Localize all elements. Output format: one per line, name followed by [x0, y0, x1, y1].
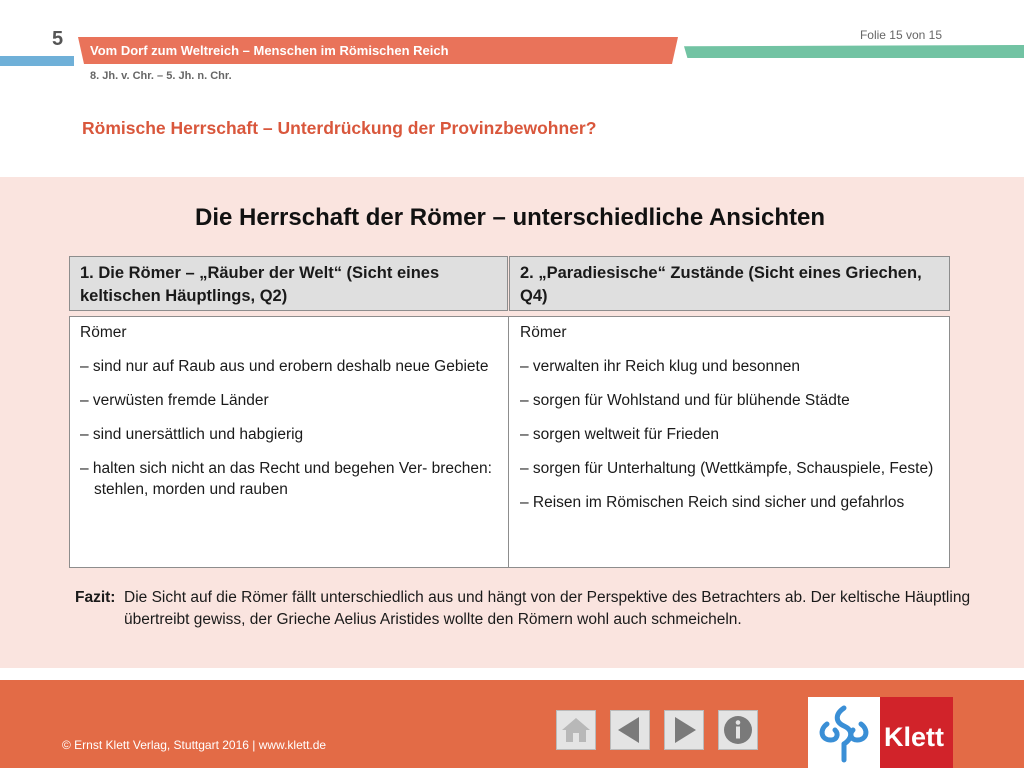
column-heading-greek: 2. „Paradiesische“ Zustände (Sicht eines Griechen, Q4) [509, 256, 950, 311]
column-divider [508, 316, 509, 568]
header-band-blue [0, 56, 74, 66]
list-item: – verwüsten fremde Länder [80, 392, 269, 409]
prev-slide-button[interactable] [610, 710, 650, 750]
header-title: Vom Dorf zum Weltreich – Menschen im Römischen Reich [90, 43, 449, 58]
chapter-number: 5 [52, 28, 64, 50]
list-item: – verwalten ihr Reich klug und besonnen [520, 358, 801, 375]
klett-logo-text: Klett [884, 722, 944, 752]
conclusion [75, 587, 975, 631]
conclusion-text: Die Sicht auf die Römer fällt unterschiedlich aus und hängt von der Perspektive des Betrachters ab. Der keltische Häuptling übertreibt gewiss, der Grieche Aelius Aristides wollte den Römern wohl auch schmeicheln. [124, 589, 971, 628]
footer-gap [0, 668, 1024, 680]
column-greek [520, 322, 940, 526]
list-item: – sind nur auf Raub aus und erobern deshalb neue Gebiete [80, 358, 489, 375]
column-celtic [80, 322, 500, 513]
header-band-green [684, 45, 1024, 58]
column-lead: Römer [520, 324, 567, 341]
conclusion-label: Fazit: [75, 589, 116, 606]
info-button[interactable] [718, 710, 758, 750]
list-item: – Reisen im Römischen Reich sind sicher und gefahrlos [520, 494, 905, 511]
column-lead: Römer [80, 324, 127, 341]
list-item: – sind unersättlich und habgierig [80, 426, 304, 443]
list-item: – sorgen für Wohlstand und für blühende Städte [520, 392, 850, 409]
list-item: – sorgen weltweit für Frieden [520, 426, 720, 443]
next-slide-button[interactable] [664, 710, 704, 750]
next-arrow-icon [665, 711, 703, 749]
copyright: © Ernst Klett Verlag, Stuttgart 2016 | www.klett.de [62, 738, 327, 752]
page-title: Die Herrschaft der Römer – unterschiedliche Ansichten [195, 204, 825, 231]
prev-arrow-icon [611, 711, 649, 749]
column-heading-celtic: 1. Die Römer – „Räuber der Welt“ (Sicht eines keltischen Häuptlings, Q2) [69, 256, 508, 311]
list-item: – sorgen für Unterhaltung (Wettkämpfe, Schauspiele, Feste) [520, 460, 934, 477]
info-icon [719, 711, 757, 749]
klett-tree-icon [813, 700, 875, 766]
home-icon [557, 711, 595, 749]
home-button[interactable] [556, 710, 596, 750]
era-label: 8. Jh. v. Chr. – 5. Jh. n. Chr. [90, 70, 232, 82]
page-subtitle: Römische Herrschaft – Unterdrückung der Provinzbewohner? [82, 118, 597, 138]
list-item: – halten sich nicht an das Recht und begehen Ver- brechen: stehlen, morden und rauben [80, 460, 492, 498]
slide-counter: Folie 15 von 15 [859, 28, 942, 42]
